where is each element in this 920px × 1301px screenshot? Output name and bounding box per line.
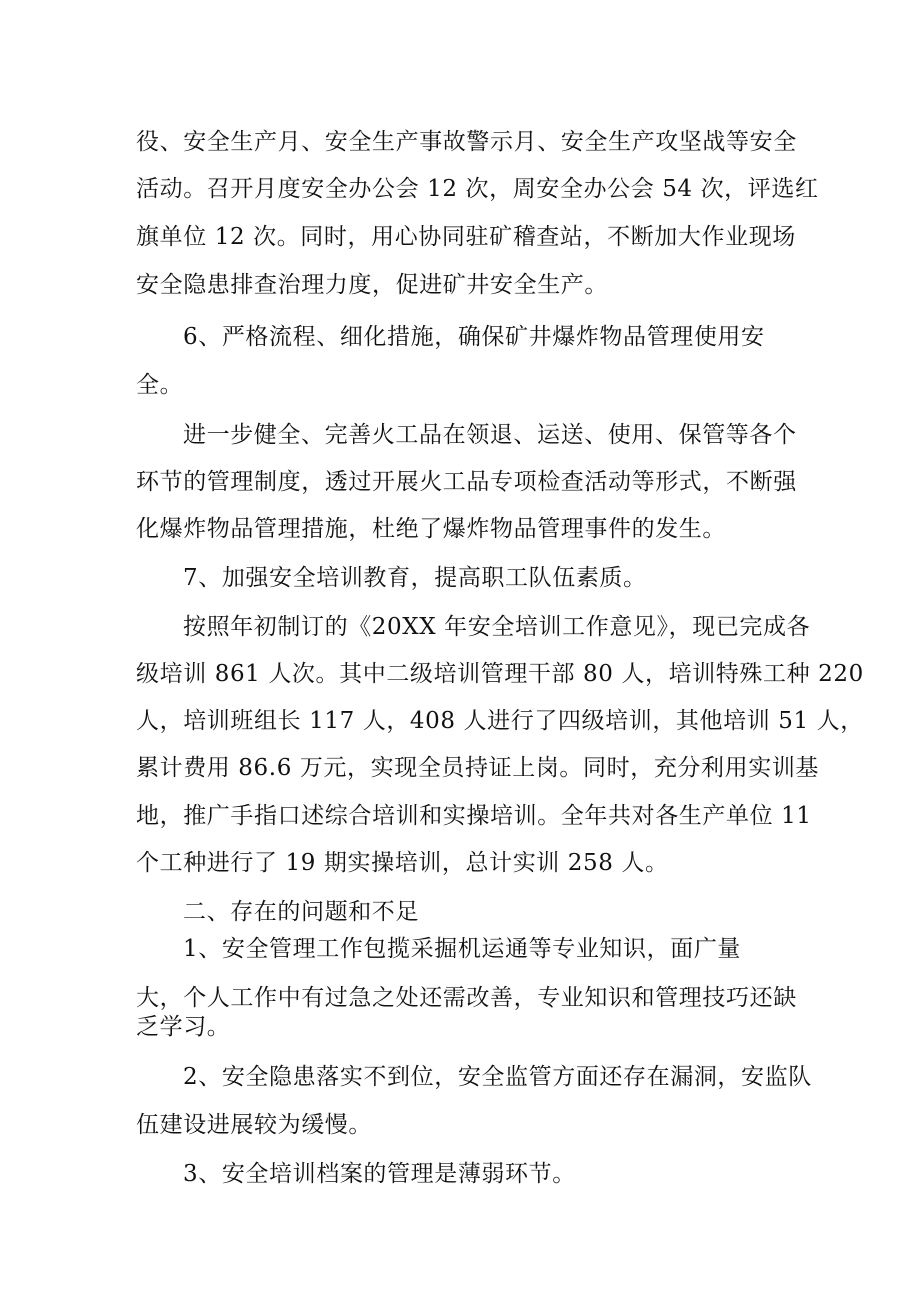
text-line: 环节的管理制度，透过开展火工品专项检查活动等形式，不断强 — [136, 469, 797, 495]
paragraph-start: 进一步健全、完善火工品在领退、运送、使用、保管等各个 — [183, 422, 797, 448]
section-heading: 2、安全隐患落实不到位，安全监管方面还存在漏洞，安监队 — [183, 1064, 812, 1090]
text-line: 个工种进行了 19 期实操培训，总计实训 258 人。 — [136, 850, 669, 876]
text-line: 旗单位 12 次。同时，用心协同驻矿稽查站，不断加大作业现场 — [136, 224, 796, 250]
text-line: 伍建设进展较为缓慢。 — [136, 1112, 372, 1138]
text-line: 安全隐患排查治理力度，促进矿井安全生产。 — [136, 272, 608, 298]
text-line: 活动。召开月度安全办公会 12 次，周安全办公会 54 次，评选红 — [136, 176, 819, 202]
text-line: 地，推广手指口述综合培训和实操培训。全年共对各生产单位 11 — [136, 803, 812, 829]
text-line: 乏学习。 — [136, 1014, 231, 1040]
text-line: 化爆炸物品管理措施，杜绝了爆炸物品管理事件的发生。 — [136, 516, 726, 542]
section-heading: 3、安全培训档案的管理是薄弱环节。 — [183, 1161, 576, 1187]
text-line: 级培训 861 人次。其中二级培训管理干部 80 人，培训特殊工种 220 — [136, 661, 864, 687]
text-line: 累计费用 86.6 万元，实现全员持证上岗。同时，充分利用实训基 — [136, 755, 820, 781]
section-heading: 7、加强安全培训教育，提高职工队伍素质。 — [183, 565, 647, 591]
chapter-heading: 二、存在的问题和不足 — [183, 899, 419, 925]
section-heading: 1、安全管理工作包揽采掘机运通等专业知识，面广量 — [183, 936, 742, 962]
paragraph-start: 按照年初制订的《20XX 年安全培训工作意见》，现已完成各 — [183, 614, 811, 640]
text-line: 人，培训班组长 117 人，408 人进行了四级培训，其他培训 51 人， — [136, 708, 864, 734]
text-line: 役、安全生产月、安全生产事故警示月、安全生产攻坚战等安全 — [136, 129, 797, 155]
text-line: 大，个人工作中有过急之处还需改善，专业知识和管理技巧还缺 — [136, 985, 797, 1011]
section-heading: 6、严格流程、细化措施，确保矿井爆炸物品管理使用安 — [183, 324, 765, 350]
text-line: 全。 — [136, 372, 184, 398]
